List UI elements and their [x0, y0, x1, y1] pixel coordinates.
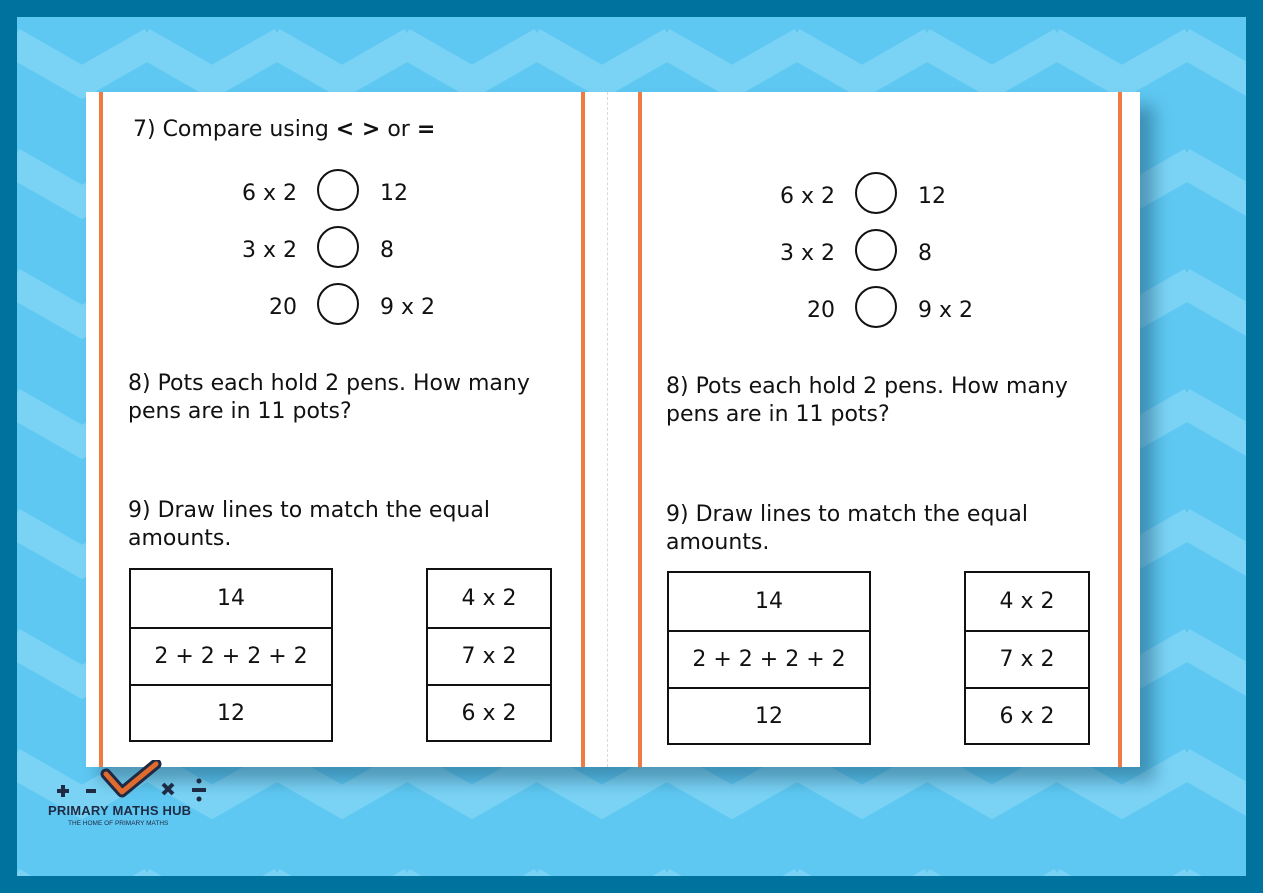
comparison-right: 9 x 2	[380, 295, 435, 320]
comparison-right: 12	[918, 184, 946, 209]
match-cell[interactable]: 12	[669, 687, 869, 743]
match-cell[interactable]: 6 x 2	[966, 687, 1088, 743]
match-cell[interactable]: 14	[217, 586, 245, 611]
compare-circle[interactable]	[855, 172, 897, 214]
match-column-left	[129, 568, 333, 742]
times-icon	[163, 784, 173, 794]
compare-circle[interactable]	[855, 286, 897, 328]
minus-icon	[86, 789, 96, 793]
logo-title: PRIMARY MATHS HUB	[48, 803, 192, 818]
comparison-left: 3 x 2	[780, 241, 835, 266]
margin-line-right	[581, 92, 585, 767]
logo-subtitle: THE HOME OF PRIMARY MATHS	[68, 820, 169, 827]
match-cell[interactable]: 12	[131, 684, 331, 740]
plus-icon	[57, 785, 69, 797]
comparison-left: 6 x 2	[780, 184, 835, 209]
match-cell[interactable]: 4 x 2	[999, 589, 1055, 614]
compare-circle[interactable]	[317, 226, 359, 268]
worksheet-page-left	[86, 92, 613, 767]
margin-line-left	[638, 92, 642, 767]
compare-circle[interactable]	[317, 283, 359, 325]
comparison-left: 3 x 2	[242, 238, 297, 263]
worksheet-page-right	[613, 92, 1140, 767]
question-9: 9) Draw lines to match the equal amounts.	[128, 498, 490, 551]
primary-maths-hub-logo	[40, 760, 230, 840]
match-column-right	[426, 568, 552, 742]
comparison-left: 20	[807, 298, 835, 323]
margin-line-right	[1118, 92, 1122, 767]
match-cell[interactable]: 7 x 2	[966, 630, 1088, 687]
question-8: 8) Pots each hold 2 pens. How many pens are in 11 pots?	[128, 371, 530, 424]
match-cell[interactable]: 6 x 2	[428, 684, 550, 740]
match-cell[interactable]: 2 + 2 + 2 + 2	[669, 630, 869, 687]
question-7-heading: 7) Compare using < > or =	[133, 117, 436, 142]
question-9: 9) Draw lines to match the equal amounts.	[666, 502, 1028, 555]
match-column-right	[964, 571, 1090, 745]
comparison-left: 20	[269, 295, 297, 320]
question-8: 8) Pots each hold 2 pens. How many pens are in 11 pots?	[666, 374, 1068, 427]
match-cell[interactable]: 4 x 2	[461, 586, 517, 611]
comparison-right: 9 x 2	[918, 298, 973, 323]
comparison-right: 12	[380, 181, 408, 206]
margin-line-left	[99, 92, 103, 767]
comparison-right: 8	[918, 241, 932, 266]
check-icon	[106, 764, 156, 792]
compare-circle[interactable]	[317, 169, 359, 211]
divide-icon	[192, 779, 206, 802]
worksheet-spread	[86, 92, 1140, 767]
match-cell[interactable]: 14	[755, 589, 783, 614]
match-column-left	[667, 571, 871, 745]
match-cell[interactable]: 2 + 2 + 2 + 2	[131, 627, 331, 684]
compare-circle[interactable]	[855, 229, 897, 271]
match-cell[interactable]: 7 x 2	[428, 627, 550, 684]
comparison-left: 6 x 2	[242, 181, 297, 206]
comparison-right: 8	[380, 238, 394, 263]
